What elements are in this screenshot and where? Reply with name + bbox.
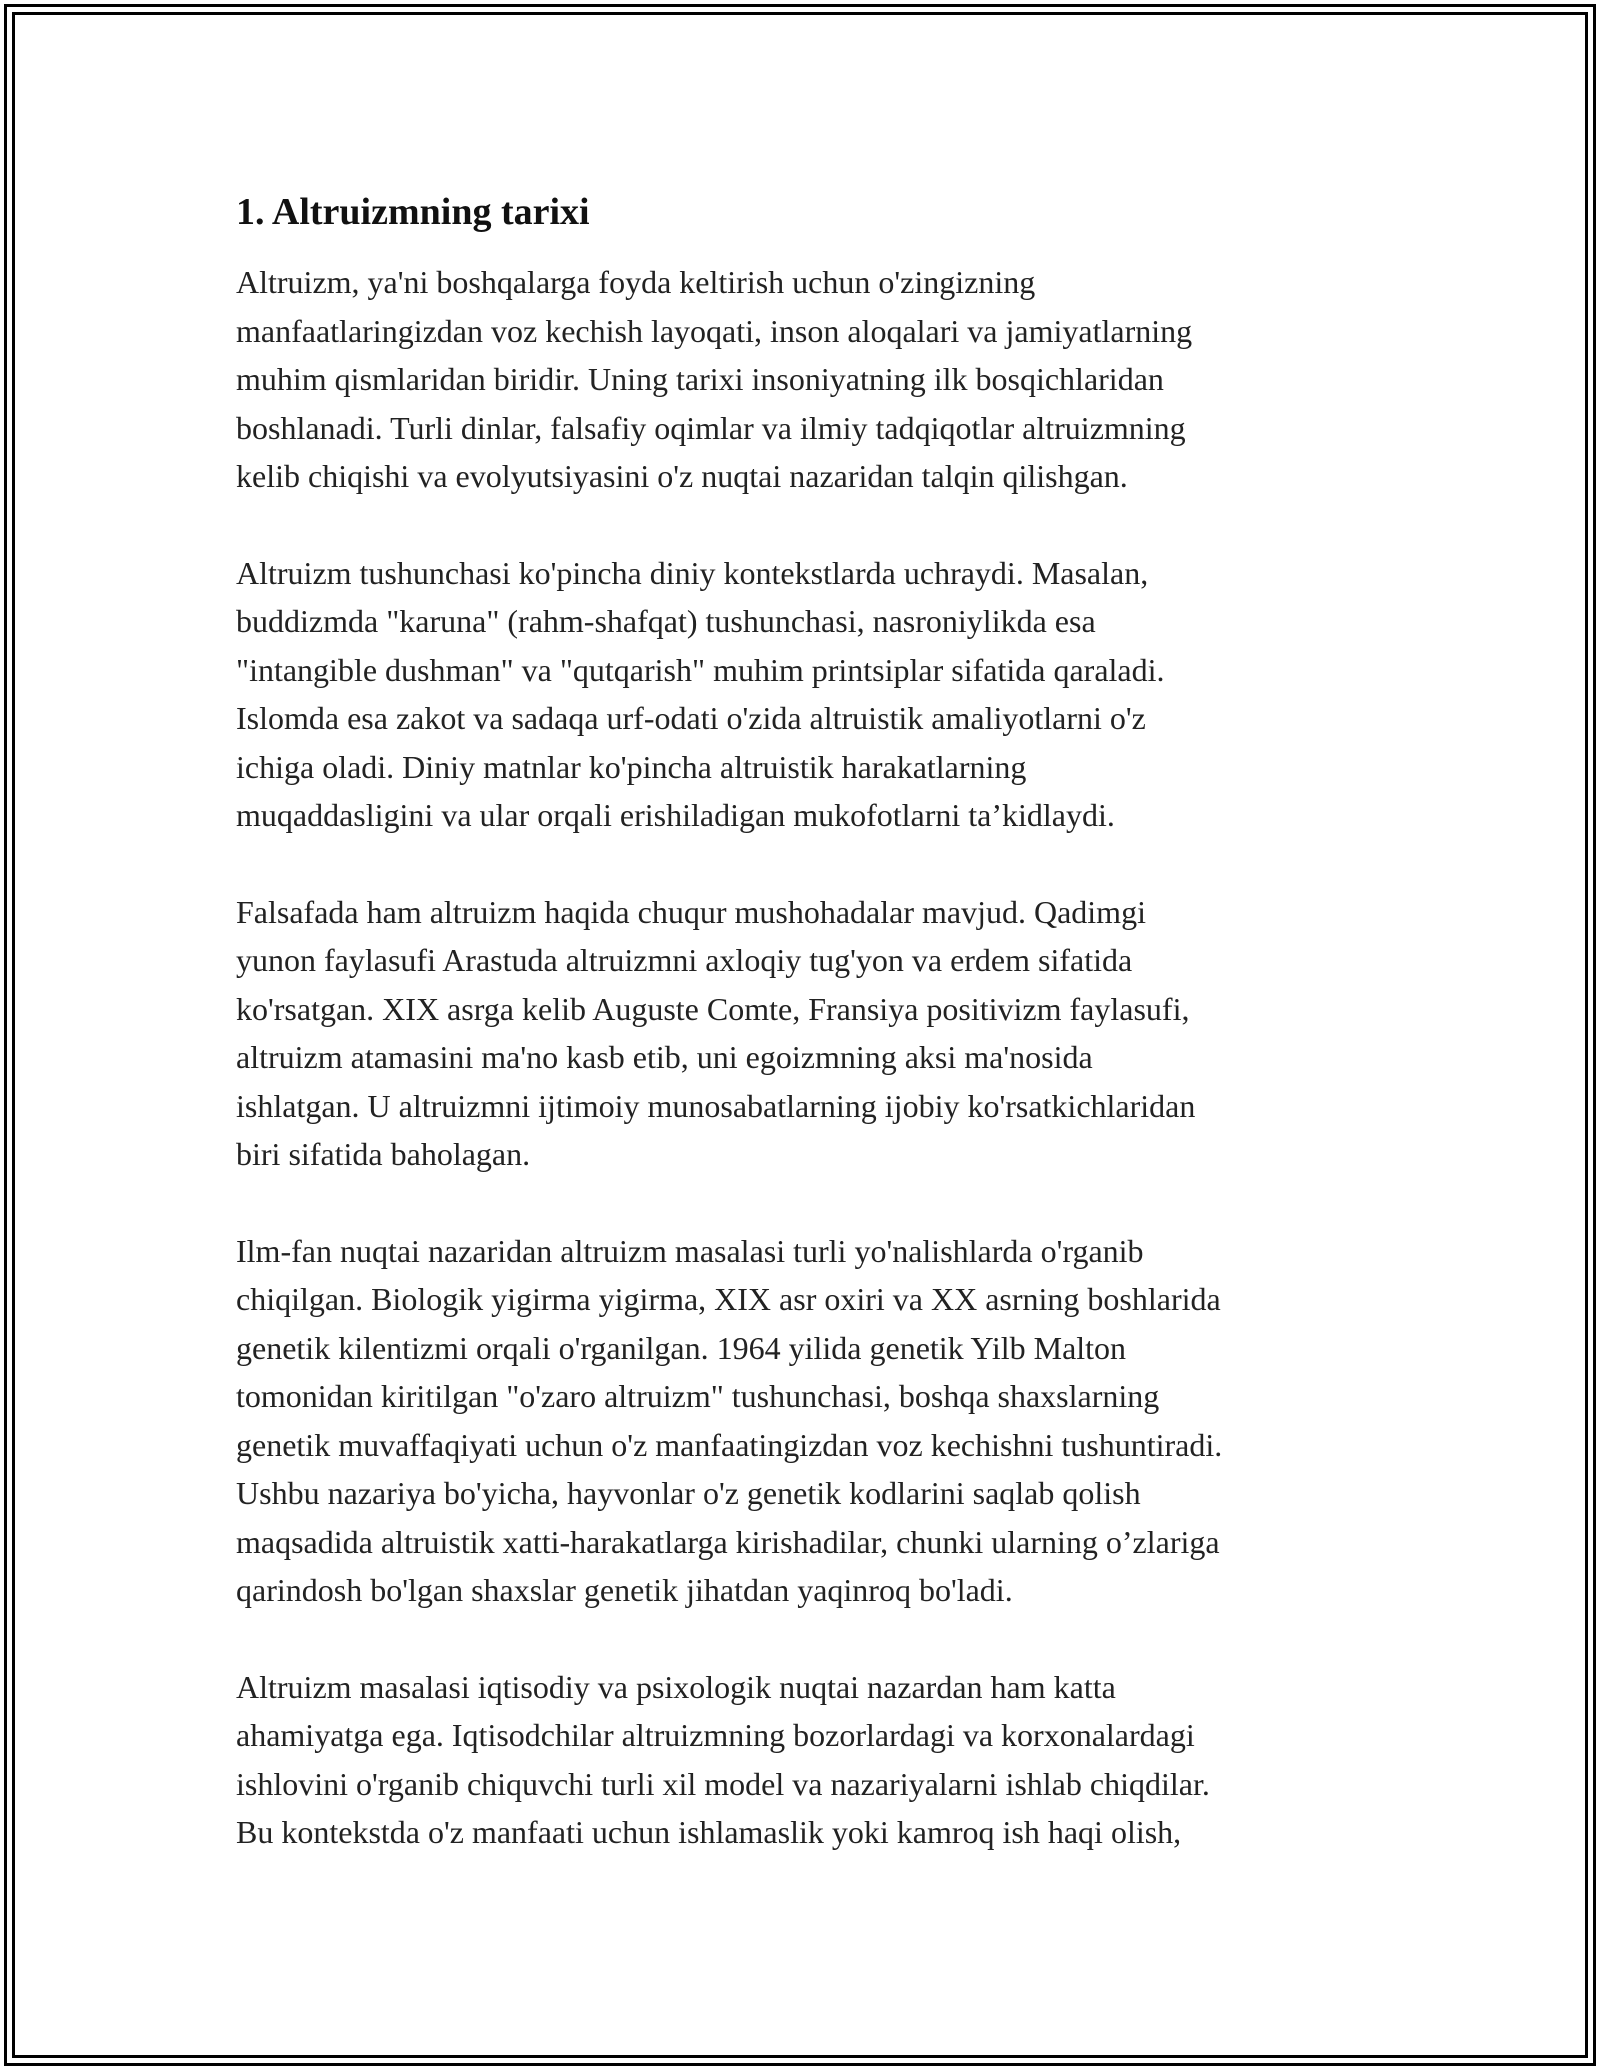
text-line: ahamiyatga ega. Iqtisodchilar altruizmning bozorlardagi va korxonalardagi (236, 1717, 1195, 1753)
text-line: boshlanadi. Turli dinlar, falsafiy oqimlar va ilmiy tadqiqotlar altruizmning (236, 409, 1186, 446)
text-line: kelib chiqishi va evolyutsiyasini o'z nuqtai nazaridan talqin qilishgan. (236, 458, 1128, 494)
paragraph-science (236, 1227, 1366, 1615)
text-line: tomonidan kiritilgan "o'zaro altruizm" tushunchasi, boshqa shaxslarning (236, 1378, 1160, 1414)
text-line: Falsafada ham altruizm haqida chuqur mushohadalar mavjud. Qadimgi (236, 893, 1146, 930)
text-line: Altruizm masalasi iqtisodiy va psixologik nuqtai nazardan ham katta (236, 1668, 1116, 1705)
text-line: maqsadida altruistik xatti-harakatlarga kirishadilar, chunki ularning o’zlariga (236, 1523, 1220, 1560)
document-body (236, 186, 1366, 1905)
paragraph-religion (236, 549, 1366, 840)
text-line: ishlovini o'rganib chiquvchi turli xil model va nazariyalarni ishlab chiqdilar. (236, 1765, 1210, 1802)
text-line: buddizmda "karuna" (rahm-shafqat) tushunchasi, nasroniylikda esa (236, 603, 1096, 639)
text-line: altruizm atamasini ma'no kasb etib, uni egoizmning aksi ma'nosida (236, 1039, 1093, 1075)
paragraph-economics (236, 1663, 1366, 1857)
text-line: muqaddasligini va ular orqali erishiladigan mukofotlarni ta’kidlaydi. (236, 797, 1115, 833)
text-line: ichiga oladi. Diniy matnlar ko'pincha altruistik harakatlarning (236, 748, 1027, 785)
paragraph-philosophy (236, 888, 1366, 1179)
text-line: ishlatgan. U altruizmni ijtimoiy munosabatlarning ijobiy ko'rsatkichlaridan (236, 1087, 1196, 1124)
text-line: Bu kontekstda o'z manfaati uchun ishlamaslik yoki kamroq ish haqi olish, (236, 1814, 1182, 1850)
text-line: genetik kilentizmi orqali o'rganilgan. 1964 yilida genetik Yilb Malton (236, 1329, 1127, 1366)
text-line: Altruizm tushunchasi ko'pincha diniy kontekstlarda uchraydi. Masalan, (236, 554, 1149, 591)
text-line: qarindosh bo'lgan shaxslar genetik jihatdan yaqinroq bo'ladi. (236, 1572, 1013, 1608)
text-line: Altruizm, ya'ni boshqalarga foyda keltirish uchun o'zingizning (236, 264, 1036, 300)
text-line: yunon faylasufi Arastuda altruizmni axloqiy tug'yon va erdem sifatida (236, 942, 1133, 978)
section-heading: 1. Altruizmning tarixi (236, 191, 590, 233)
text-line: biri sifatida baholagan. (236, 1136, 531, 1172)
text-line: manfaatlaringizdan voz kechish layoqati, inson aloqalari va jamiyatlarning (236, 312, 1193, 349)
text-line: Ilm-fan nuqtai nazaridan altruizm masalasi turli yo'nalishlarda o'rganib (236, 1232, 1144, 1269)
text-line: ko'rsatgan. XIX asrga kelib Auguste Comte, Fransiya positivizm faylasufi, (236, 990, 1190, 1027)
text-line: muhim qismlaridan biridir. Uning tarixi insoniyatning ilk bosqichlaridan (236, 361, 1164, 397)
text-line: "intangible dushman" va "qutqarish" muhim printsiplar sifatida qaraladi. (236, 651, 1165, 688)
text-line: genetik muvaffaqiyati uchun o'z manfaatingizdan voz kechishni tushuntiradi. (236, 1426, 1223, 1463)
paragraph-history-intro (236, 258, 1366, 501)
text-line: Ushbu nazariya bo'yicha, hayvonlar o'z genetik kodlarini saqlab qolish (236, 1475, 1141, 1511)
text-line: chiqilgan. Biologik yigirma yigirma, XIX asr oxiri va XX asrning boshlarida (236, 1281, 1221, 1317)
text-line: Islomda esa zakot va sadaqa urf-odati o'zida altruistik amaliyotlarni o'z (236, 700, 1146, 736)
